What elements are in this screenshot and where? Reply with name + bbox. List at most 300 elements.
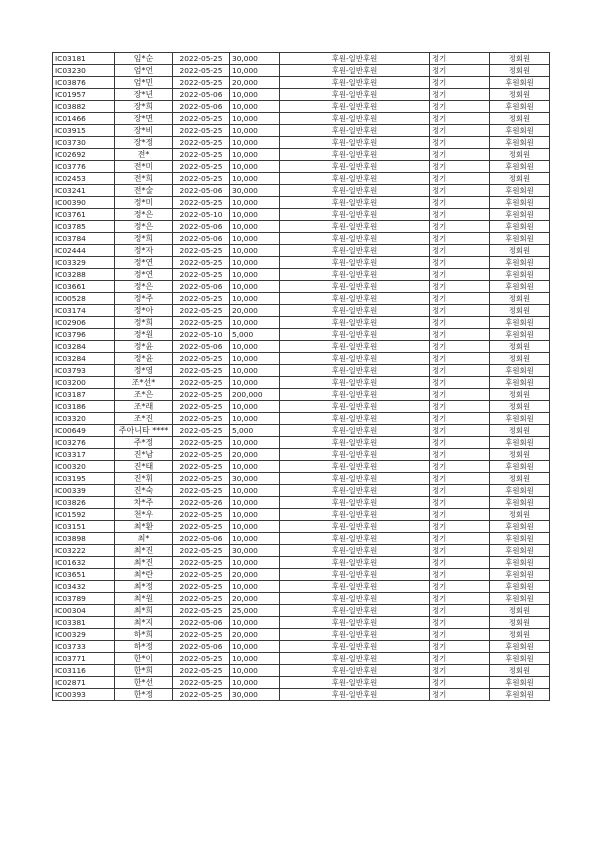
frequency-cell: 정기 <box>430 89 490 101</box>
member-id-cell: IC00329 <box>53 629 115 641</box>
donation-type-cell: 후원-일반후원 <box>280 293 430 305</box>
donation-date-cell: 2022-05-25 <box>173 593 230 605</box>
membership-cell: 정회원 <box>490 149 550 161</box>
frequency-cell: 정기 <box>430 437 490 449</box>
table-row <box>53 233 550 245</box>
amount-cell: 10,000 <box>230 377 280 389</box>
amount-cell: 30,000 <box>230 185 280 197</box>
donation-date-cell: 2022-05-06 <box>173 533 230 545</box>
frequency-cell: 정기 <box>430 53 490 65</box>
membership-cell: 후원회원 <box>490 329 550 341</box>
membership-cell: 정회원 <box>490 617 550 629</box>
table-row <box>53 341 550 353</box>
table-row <box>53 629 550 641</box>
donation-date-cell: 2022-05-25 <box>173 77 230 89</box>
membership-cell: 정회원 <box>490 353 550 365</box>
donation-type-cell: 후원-일반후원 <box>280 329 430 341</box>
donor-name-cell: 최*란 <box>115 569 173 581</box>
membership-cell: 정회원 <box>490 629 550 641</box>
membership-cell: 후원회원 <box>490 281 550 293</box>
donation-type-cell: 후원-일반후원 <box>280 485 430 497</box>
donor-name-cell: 정*자 <box>115 245 173 257</box>
donation-type-cell: 후원-일반후원 <box>280 317 430 329</box>
donor-name-cell: 하*정 <box>115 641 173 653</box>
member-id-cell: IC03915 <box>53 125 115 137</box>
frequency-cell: 정기 <box>430 689 490 701</box>
donation-date-cell: 2022-05-25 <box>173 245 230 257</box>
table-row <box>53 461 550 473</box>
donation-type-cell: 후원-일반후원 <box>280 377 430 389</box>
donation-date-cell: 2022-05-25 <box>173 161 230 173</box>
amount-cell: 20,000 <box>230 629 280 641</box>
amount-cell: 10,000 <box>230 533 280 545</box>
donor-name-cell: 엄*민 <box>115 77 173 89</box>
member-id-cell: IC03186 <box>53 401 115 413</box>
member-id-cell: IC03195 <box>53 473 115 485</box>
donor-name-cell: 최*희 <box>115 605 173 617</box>
donation-date-cell: 2022-05-10 <box>173 209 230 221</box>
table-row <box>53 113 550 125</box>
member-id-cell: IC03200 <box>53 377 115 389</box>
donation-date-cell: 2022-05-25 <box>173 197 230 209</box>
frequency-cell: 정기 <box>430 377 490 389</box>
donor-name-cell: 주아니타 **** <box>115 425 173 437</box>
amount-cell: 25,000 <box>230 605 280 617</box>
frequency-cell: 정기 <box>430 365 490 377</box>
membership-cell: 정회원 <box>490 449 550 461</box>
frequency-cell: 정기 <box>430 593 490 605</box>
table-row <box>53 209 550 221</box>
membership-cell: 후원회원 <box>490 209 550 221</box>
membership-cell: 후원회원 <box>490 185 550 197</box>
member-id-cell: IC03796 <box>53 329 115 341</box>
donation-date-cell: 2022-05-25 <box>173 113 230 125</box>
donor-name-cell: 한*선 <box>115 677 173 689</box>
amount-cell: 20,000 <box>230 593 280 605</box>
member-id-cell: IC03785 <box>53 221 115 233</box>
donation-type-cell: 후원-일반후원 <box>280 593 430 605</box>
table-row <box>53 413 550 425</box>
membership-cell: 정회원 <box>490 401 550 413</box>
frequency-cell: 정기 <box>430 509 490 521</box>
amount-cell: 10,000 <box>230 665 280 677</box>
donor-name-cell: 진*태 <box>115 461 173 473</box>
amount-cell: 10,000 <box>230 149 280 161</box>
table-row <box>53 53 550 65</box>
donation-date-cell: 2022-05-25 <box>173 437 230 449</box>
donation-date-cell: 2022-05-10 <box>173 329 230 341</box>
table-row <box>53 509 550 521</box>
donation-type-cell: 후원-일반후원 <box>280 53 430 65</box>
donation-type-cell: 후원-일반후원 <box>280 77 430 89</box>
frequency-cell: 정기 <box>430 485 490 497</box>
member-id-cell: IC00390 <box>53 197 115 209</box>
amount-cell: 10,000 <box>230 353 280 365</box>
member-id-cell: IC03181 <box>53 53 115 65</box>
donation-type-cell: 후원-일반후원 <box>280 161 430 173</box>
table-row <box>53 473 550 485</box>
membership-cell: 후원회원 <box>490 101 550 113</box>
table-row <box>53 605 550 617</box>
donor-name-cell: 정*은 <box>115 209 173 221</box>
frequency-cell: 정기 <box>430 257 490 269</box>
donor-name-cell: 전* <box>115 149 173 161</box>
donor-name-cell: 전*희 <box>115 173 173 185</box>
amount-cell: 10,000 <box>230 269 280 281</box>
donor-name-cell: 하*희 <box>115 629 173 641</box>
membership-cell: 후원회원 <box>490 197 550 209</box>
donation-type-cell: 후원-일반후원 <box>280 353 430 365</box>
donation-date-cell: 2022-05-06 <box>173 101 230 113</box>
frequency-cell: 정기 <box>430 173 490 185</box>
donation-type-cell: 후원-일반후원 <box>280 533 430 545</box>
donor-name-cell: 정*연 <box>115 269 173 281</box>
donation-date-cell: 2022-05-25 <box>173 305 230 317</box>
donation-date-cell: 2022-05-25 <box>173 629 230 641</box>
amount-cell: 10,000 <box>230 257 280 269</box>
membership-cell: 정회원 <box>490 173 550 185</box>
donation-type-cell: 후원-일반후원 <box>280 413 430 425</box>
frequency-cell: 정기 <box>430 281 490 293</box>
donor-name-cell: 장*정 <box>115 137 173 149</box>
membership-cell: 후원회원 <box>490 677 550 689</box>
donation-type-cell: 후원-일반후원 <box>280 257 430 269</box>
member-id-cell: IC03432 <box>53 581 115 593</box>
donation-type-cell: 후원-일반후원 <box>280 149 430 161</box>
frequency-cell: 정기 <box>430 665 490 677</box>
member-id-cell: IC02453 <box>53 173 115 185</box>
table-row <box>53 533 550 545</box>
frequency-cell: 정기 <box>430 317 490 329</box>
donor-name-cell: 정*희 <box>115 317 173 329</box>
frequency-cell: 정기 <box>430 425 490 437</box>
membership-cell: 후원회원 <box>490 137 550 149</box>
member-id-cell: IC03876 <box>53 77 115 89</box>
frequency-cell: 정기 <box>430 221 490 233</box>
table-row <box>53 149 550 161</box>
table-row <box>53 161 550 173</box>
table-row <box>53 665 550 677</box>
amount-cell: 10,000 <box>230 413 280 425</box>
membership-cell: 후원회원 <box>490 461 550 473</box>
donation-date-cell: 2022-05-06 <box>173 641 230 653</box>
donation-type-cell: 후원-일반후원 <box>280 401 430 413</box>
membership-cell: 후원회원 <box>490 641 550 653</box>
table-row <box>53 617 550 629</box>
frequency-cell: 정기 <box>430 269 490 281</box>
donation-type-cell: 후원-일반후원 <box>280 641 430 653</box>
frequency-cell: 정기 <box>430 65 490 77</box>
table-row <box>53 101 550 113</box>
donation-type-cell: 후원-일반후원 <box>280 281 430 293</box>
frequency-cell: 정기 <box>430 533 490 545</box>
amount-cell: 10,000 <box>230 245 280 257</box>
donation-date-cell: 2022-05-25 <box>173 401 230 413</box>
amount-cell: 20,000 <box>230 449 280 461</box>
frequency-cell: 정기 <box>430 149 490 161</box>
donation-date-cell: 2022-05-25 <box>173 125 230 137</box>
membership-cell: 후원회원 <box>490 269 550 281</box>
member-id-cell: IC03329 <box>53 257 115 269</box>
member-id-cell: IC03381 <box>53 617 115 629</box>
frequency-cell: 정기 <box>430 125 490 137</box>
donation-date-cell: 2022-05-25 <box>173 449 230 461</box>
member-id-cell: IC01592 <box>53 509 115 521</box>
amount-cell: 10,000 <box>230 317 280 329</box>
amount-cell: 10,000 <box>230 125 280 137</box>
table-row <box>53 377 550 389</box>
frequency-cell: 정기 <box>430 197 490 209</box>
amount-cell: 10,000 <box>230 653 280 665</box>
membership-cell: 정회원 <box>490 341 550 353</box>
frequency-cell: 정기 <box>430 581 490 593</box>
member-id-cell: IC02692 <box>53 149 115 161</box>
amount-cell: 10,000 <box>230 173 280 185</box>
donation-type-cell: 후원-일반후원 <box>280 665 430 677</box>
donor-name-cell: 최*진 <box>115 557 173 569</box>
table-row <box>53 89 550 101</box>
member-id-cell: IC02871 <box>53 677 115 689</box>
member-id-cell: IC03320 <box>53 413 115 425</box>
frequency-cell: 정기 <box>430 209 490 221</box>
member-id-cell: IC00649 <box>53 425 115 437</box>
amount-cell: 200,000 <box>230 389 280 401</box>
amount-cell: 10,000 <box>230 509 280 521</box>
frequency-cell: 정기 <box>430 617 490 629</box>
member-id-cell: IC03898 <box>53 533 115 545</box>
donation-type-cell: 후원-일반후원 <box>280 557 430 569</box>
membership-cell: 후원회원 <box>490 545 550 557</box>
amount-cell: 10,000 <box>230 365 280 377</box>
donor-name-cell: 한*희 <box>115 665 173 677</box>
member-id-cell: IC03776 <box>53 161 115 173</box>
donor-name-cell: 차*주 <box>115 497 173 509</box>
donation-date-cell: 2022-05-25 <box>173 377 230 389</box>
donor-name-cell: 최*지 <box>115 617 173 629</box>
donation-date-cell: 2022-05-25 <box>173 665 230 677</box>
amount-cell: 10,000 <box>230 233 280 245</box>
membership-cell: 후원회원 <box>490 485 550 497</box>
table-row <box>53 293 550 305</box>
member-id-cell: IC03151 <box>53 521 115 533</box>
member-id-cell: IC03222 <box>53 545 115 557</box>
donation-date-cell: 2022-05-06 <box>173 281 230 293</box>
member-id-cell: IC00304 <box>53 605 115 617</box>
member-id-cell: IC02906 <box>53 317 115 329</box>
donation-date-cell: 2022-05-25 <box>173 581 230 593</box>
table-row <box>53 329 550 341</box>
member-id-cell: IC03730 <box>53 137 115 149</box>
donation-type-cell: 후원-일반후원 <box>280 509 430 521</box>
table-row <box>53 425 550 437</box>
donor-name-cell: 천*우 <box>115 509 173 521</box>
donor-name-cell: 정*주 <box>115 293 173 305</box>
member-id-cell: IC03789 <box>53 593 115 605</box>
donation-type-cell: 후원-일반후원 <box>280 425 430 437</box>
donation-type-cell: 후원-일반후원 <box>280 341 430 353</box>
donation-date-cell: 2022-05-06 <box>173 233 230 245</box>
donor-name-cell: 정*은 <box>115 221 173 233</box>
member-id-cell: IC03771 <box>53 653 115 665</box>
frequency-cell: 정기 <box>430 185 490 197</box>
membership-cell: 후원회원 <box>490 569 550 581</box>
amount-cell: 10,000 <box>230 641 280 653</box>
member-id-cell: IC03116 <box>53 665 115 677</box>
member-id-cell: IC03284 <box>53 341 115 353</box>
donation-type-cell: 후원-일반후원 <box>280 689 430 701</box>
member-id-cell: IC00339 <box>53 485 115 497</box>
member-id-cell: IC03661 <box>53 281 115 293</box>
membership-cell: 정회원 <box>490 65 550 77</box>
donation-date-cell: 2022-05-25 <box>173 149 230 161</box>
table-row <box>53 257 550 269</box>
frequency-cell: 정기 <box>430 305 490 317</box>
member-id-cell: IC03826 <box>53 497 115 509</box>
frequency-cell: 정기 <box>430 341 490 353</box>
table-row <box>53 641 550 653</box>
table-row <box>53 221 550 233</box>
membership-cell: 정회원 <box>490 509 550 521</box>
membership-cell: 후원회원 <box>490 689 550 701</box>
amount-cell: 10,000 <box>230 341 280 353</box>
member-id-cell: IC03882 <box>53 101 115 113</box>
donation-type-cell: 후원-일반후원 <box>280 125 430 137</box>
table-row <box>53 353 550 365</box>
donation-type-cell: 후원-일반후원 <box>280 605 430 617</box>
frequency-cell: 정기 <box>430 293 490 305</box>
membership-cell: 후원회원 <box>490 257 550 269</box>
frequency-cell: 정기 <box>430 401 490 413</box>
member-id-cell: IC03187 <box>53 389 115 401</box>
amount-cell: 30,000 <box>230 473 280 485</box>
table-row <box>53 317 550 329</box>
donation-type-cell: 후원-일반후원 <box>280 137 430 149</box>
donor-name-cell: 전*미 <box>115 161 173 173</box>
donation-type-cell: 후원-일반후원 <box>280 569 430 581</box>
frequency-cell: 정기 <box>430 353 490 365</box>
frequency-cell: 정기 <box>430 413 490 425</box>
donor-name-cell: 정*희 <box>115 233 173 245</box>
frequency-cell: 정기 <box>430 605 490 617</box>
table-row <box>53 689 550 701</box>
amount-cell: 10,000 <box>230 101 280 113</box>
frequency-cell: 정기 <box>430 497 490 509</box>
membership-cell: 후원회원 <box>490 125 550 137</box>
table-row <box>53 449 550 461</box>
donor-name-cell: 장*년 <box>115 89 173 101</box>
member-id-cell: IC00528 <box>53 293 115 305</box>
member-id-cell: IC00393 <box>53 689 115 701</box>
membership-cell: 정회원 <box>490 665 550 677</box>
donation-type-cell: 후원-일반후원 <box>280 197 430 209</box>
donor-name-cell: 조*진 <box>115 413 173 425</box>
donation-date-cell: 2022-05-25 <box>173 173 230 185</box>
donation-date-cell: 2022-05-25 <box>173 413 230 425</box>
donation-type-cell: 후원-일반후원 <box>280 89 430 101</box>
donation-type-cell: 후원-일반후원 <box>280 581 430 593</box>
amount-cell: 10,000 <box>230 485 280 497</box>
amount-cell: 10,000 <box>230 617 280 629</box>
amount-cell: 10,000 <box>230 197 280 209</box>
table-row <box>53 653 550 665</box>
membership-cell: 정회원 <box>490 245 550 257</box>
amount-cell: 10,000 <box>230 89 280 101</box>
amount-cell: 10,000 <box>230 281 280 293</box>
member-id-cell: IC02444 <box>53 245 115 257</box>
amount-cell: 10,000 <box>230 581 280 593</box>
donation-date-cell: 2022-05-25 <box>173 257 230 269</box>
amount-cell: 10,000 <box>230 557 280 569</box>
amount-cell: 20,000 <box>230 305 280 317</box>
frequency-cell: 정기 <box>430 629 490 641</box>
donation-date-cell: 2022-05-25 <box>173 557 230 569</box>
membership-cell: 정회원 <box>490 113 550 125</box>
donation-date-cell: 2022-05-25 <box>173 461 230 473</box>
member-id-cell: IC01957 <box>53 89 115 101</box>
member-id-cell: IC03733 <box>53 641 115 653</box>
donor-name-cell: 한*이 <box>115 653 173 665</box>
donation-date-cell: 2022-05-25 <box>173 317 230 329</box>
membership-cell: 후원회원 <box>490 437 550 449</box>
member-id-cell: IC01466 <box>53 113 115 125</box>
membership-cell: 후원회원 <box>490 365 550 377</box>
donor-name-cell: 정*미 <box>115 197 173 209</box>
donation-date-cell: 2022-05-06 <box>173 185 230 197</box>
member-id-cell: IC00320 <box>53 461 115 473</box>
table-row <box>53 173 550 185</box>
member-id-cell: IC01632 <box>53 557 115 569</box>
frequency-cell: 정기 <box>430 161 490 173</box>
donor-name-cell: 장*비 <box>115 125 173 137</box>
frequency-cell: 정기 <box>430 389 490 401</box>
donation-type-cell: 후원-일반후원 <box>280 653 430 665</box>
donation-type-cell: 후원-일반후원 <box>280 173 430 185</box>
donation-type-cell: 후원-일반후원 <box>280 677 430 689</box>
table-row <box>53 365 550 377</box>
amount-cell: 10,000 <box>230 113 280 125</box>
donation-date-cell: 2022-05-06 <box>173 89 230 101</box>
donor-name-cell: 조*래 <box>115 401 173 413</box>
donation-type-cell: 후원-일반후원 <box>280 497 430 509</box>
donation-date-cell: 2022-05-25 <box>173 365 230 377</box>
member-id-cell: IC03793 <box>53 365 115 377</box>
table-row <box>53 557 550 569</box>
membership-cell: 후원회원 <box>490 413 550 425</box>
donor-name-cell: 정*윤 <box>115 341 173 353</box>
donation-date-cell: 2022-05-06 <box>173 617 230 629</box>
membership-cell: 정회원 <box>490 293 550 305</box>
member-id-cell: IC03230 <box>53 65 115 77</box>
donation-date-cell: 2022-05-25 <box>173 569 230 581</box>
amount-cell: 10,000 <box>230 221 280 233</box>
amount-cell: 10,000 <box>230 293 280 305</box>
donation-type-cell: 후원-일반후원 <box>280 629 430 641</box>
table-row <box>53 125 550 137</box>
donor-name-cell: 전*술 <box>115 185 173 197</box>
table-row <box>53 569 550 581</box>
membership-cell: 후원회원 <box>490 317 550 329</box>
donation-type-cell: 후원-일반후원 <box>280 305 430 317</box>
membership-cell: 후원회원 <box>490 593 550 605</box>
donation-type-cell: 후원-일반후원 <box>280 185 430 197</box>
frequency-cell: 정기 <box>430 113 490 125</box>
frequency-cell: 정기 <box>430 137 490 149</box>
amount-cell: 5,000 <box>230 425 280 437</box>
table-row <box>53 389 550 401</box>
donor-name-cell: 진*휘 <box>115 473 173 485</box>
donation-date-cell: 2022-05-25 <box>173 53 230 65</box>
membership-cell: 정회원 <box>490 305 550 317</box>
